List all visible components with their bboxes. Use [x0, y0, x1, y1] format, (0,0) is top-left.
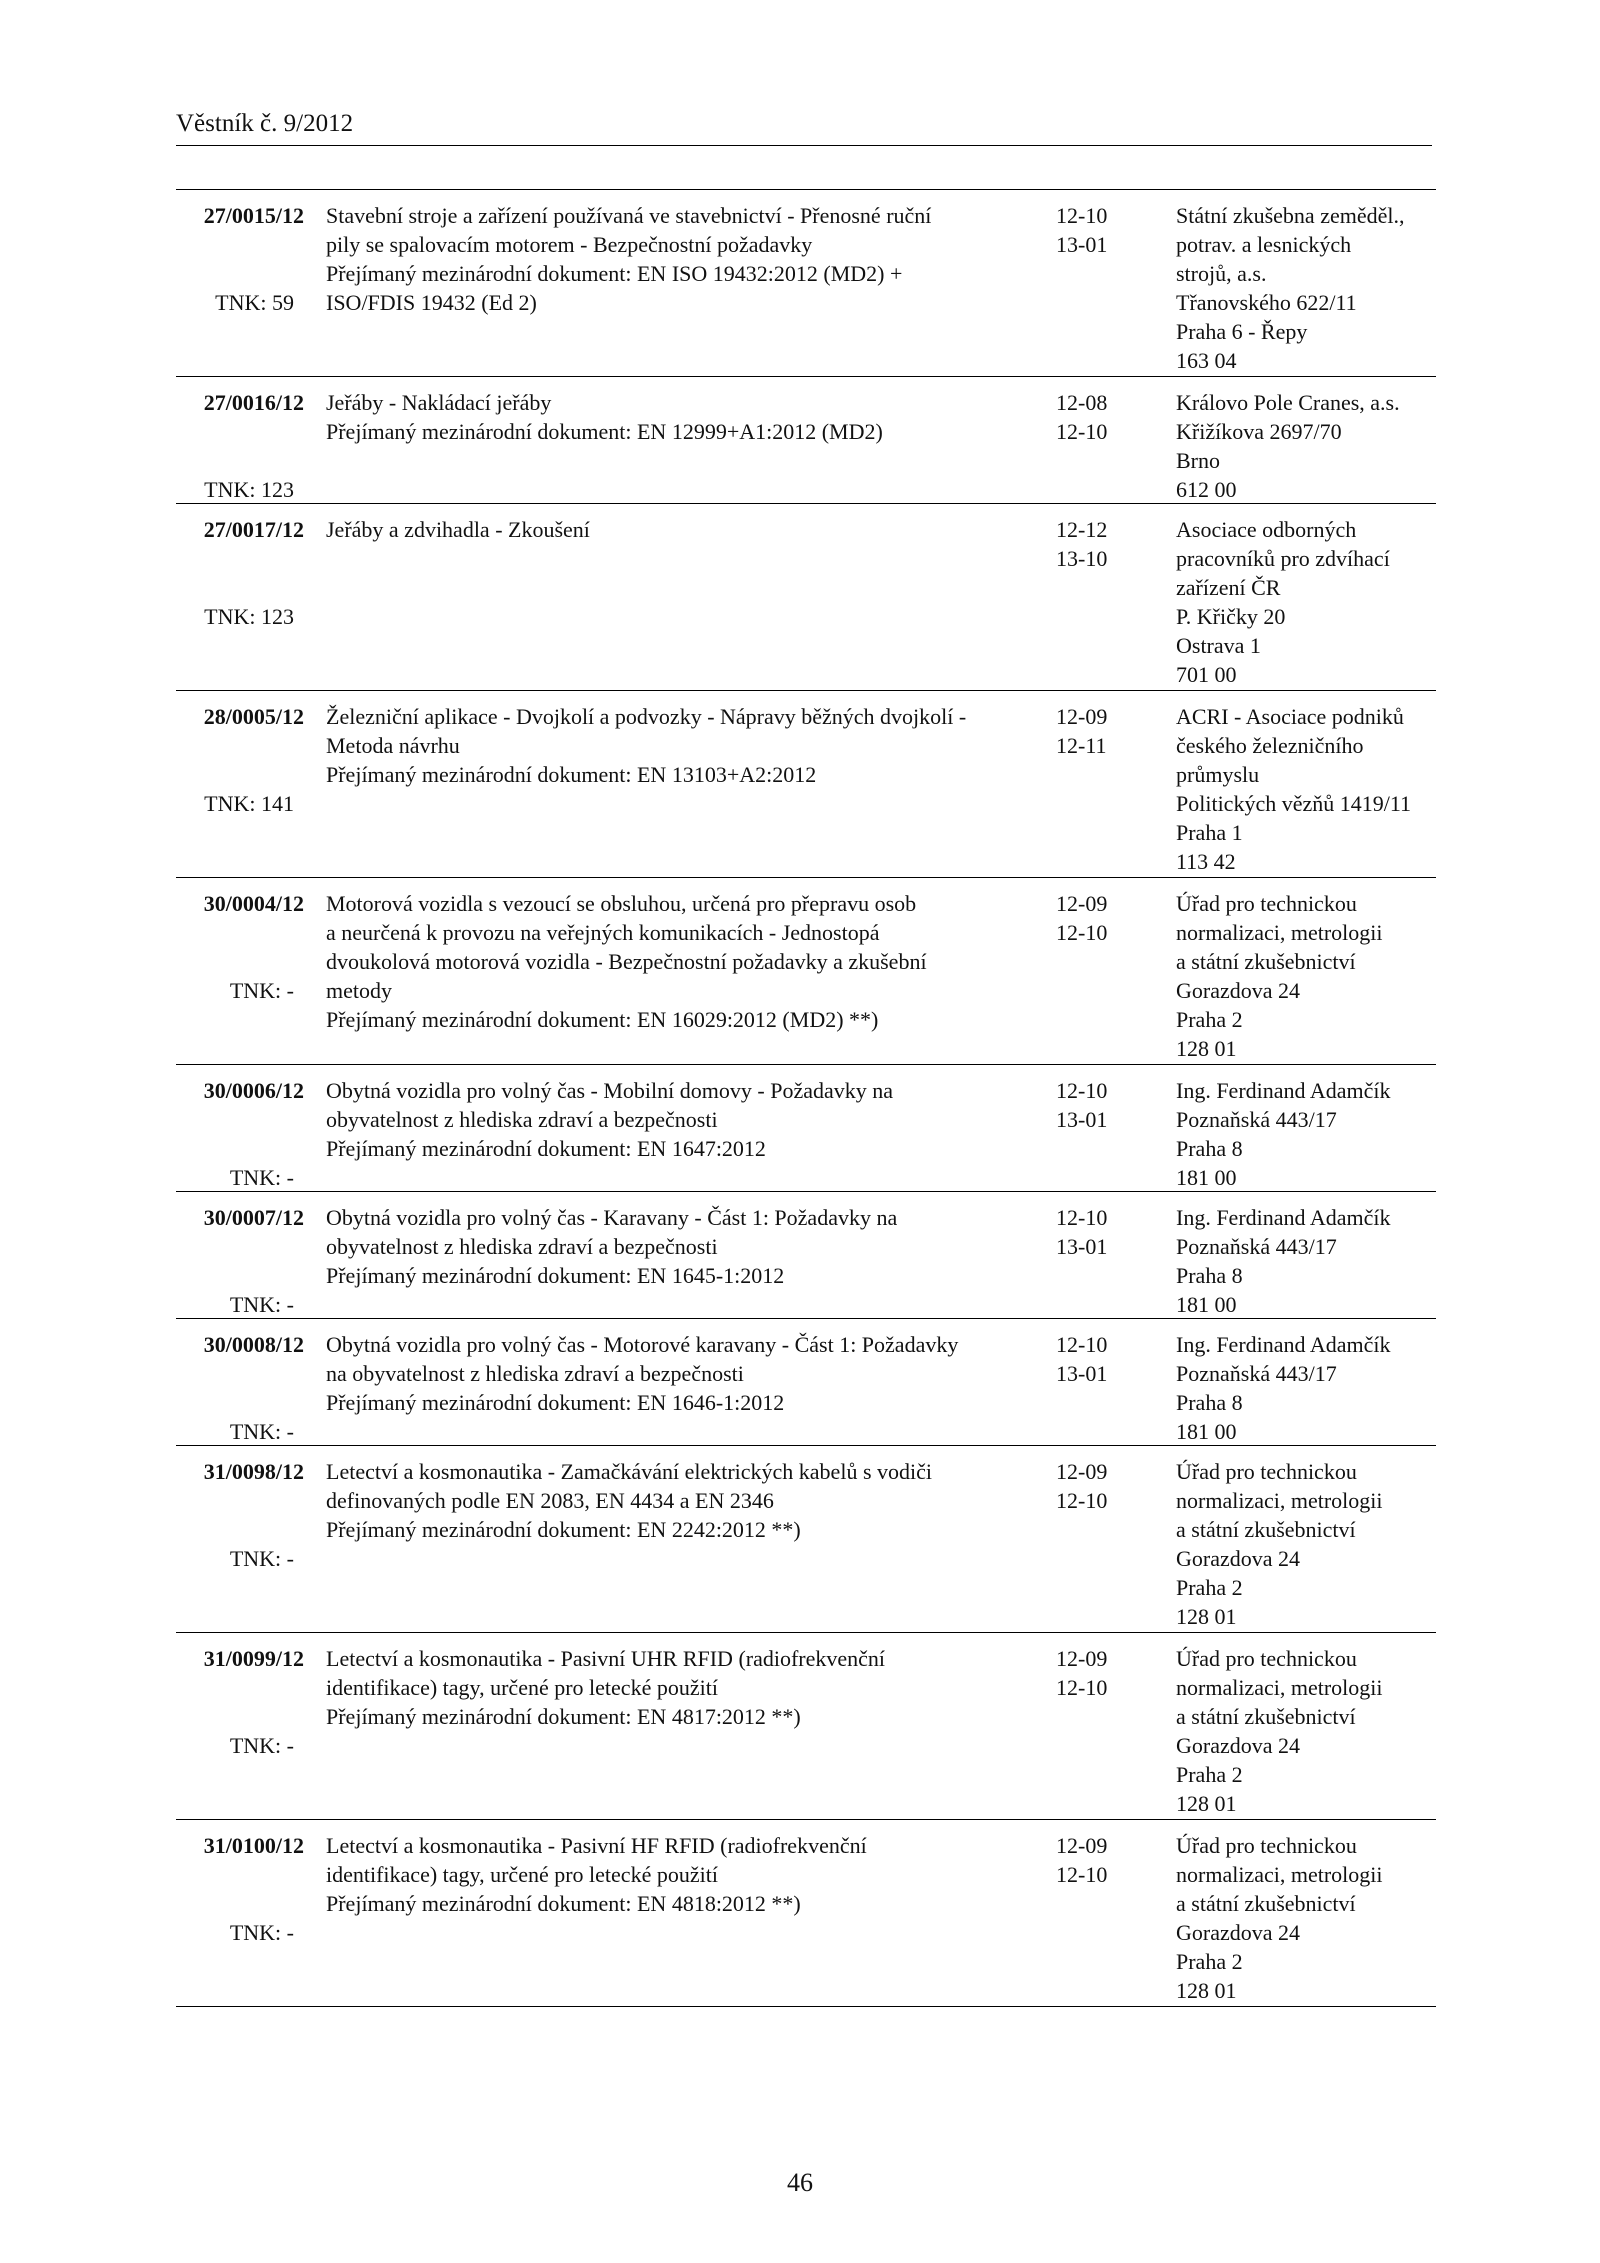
entry-dates	[1056, 515, 1146, 573]
entry-address-line: Úřad pro technickou	[1176, 1833, 1357, 1858]
entry-address-line: Praha 2	[1176, 1007, 1243, 1032]
entry-description-line: Metoda návrhu	[326, 733, 460, 758]
entry-description-line: Letectví a kosmonautika - Pasivní UHR RFID (radiofrekvenční	[326, 1646, 886, 1671]
entry-address	[1176, 1076, 1436, 1192]
entry-address	[1176, 1831, 1436, 2005]
entry-address	[1176, 1644, 1436, 1818]
entry-dates-line: 12-10	[1056, 1675, 1108, 1700]
entry-address-line: 128 01	[1176, 1036, 1237, 1061]
entry-description-line: Přejímaný mezinárodní dokument: EN 4817:2012 **)	[326, 1704, 801, 1729]
entry-address-line: Ing. Ferdinand Adamčík	[1176, 1078, 1391, 1103]
entry-dates-line: 12-10	[1056, 1862, 1108, 1887]
entry-description-line: obyvatelnost z hlediska zdraví a bezpečnosti	[326, 1107, 718, 1132]
page-header-title: Věstník č. 9/2012	[176, 110, 354, 137]
entry-tnk: TNK: -	[229, 1292, 294, 1317]
entry-dates-line: 12-08	[1056, 390, 1108, 415]
entry-dates-line: 12-09	[1056, 1833, 1108, 1858]
standard-entry	[176, 1064, 1436, 1191]
entry-address-line: 181 00	[1176, 1165, 1237, 1190]
entry-address-line: Úřad pro technickou	[1176, 891, 1357, 916]
entry-address	[1176, 201, 1436, 375]
standard-entry	[176, 1632, 1436, 1819]
entry-address-line: Královo Pole Cranes, a.s.	[1176, 390, 1400, 415]
entry-address-line: Politických vězňů 1419/11	[1176, 791, 1412, 816]
entry-address-line: českého železničního	[1176, 733, 1364, 758]
entry-address-line: Praha 2	[1176, 1949, 1243, 1974]
entry-address-line: P. Křičky 20	[1176, 604, 1286, 629]
entry-description-line: identifikace) tagy, určené pro letecké použití	[326, 1862, 718, 1887]
entry-address-line: Praha 1	[1176, 820, 1243, 845]
entry-dates-line: 12-10	[1056, 1205, 1108, 1230]
entry-address-line: Státní zkušebna zeměděl.,	[1176, 203, 1405, 228]
entry-address-line: Gorazdova 24	[1176, 1920, 1301, 1945]
entry-description	[326, 889, 927, 1034]
entry-code: 27/0017/12	[203, 517, 304, 542]
entry-address-line: Gorazdova 24	[1176, 978, 1301, 1003]
entry-address-line: Gorazdova 24	[1176, 1546, 1301, 1571]
entry-description-line: Obytná vozidla pro volný čas - Karavany - Část 1: Požadavky na	[326, 1205, 898, 1230]
entry-description	[326, 388, 906, 446]
entry-tnk: TNK: -	[229, 1165, 294, 1190]
entry-description-line: na obyvatelnost z hlediska zdraví a bezpečnosti	[326, 1361, 744, 1386]
entry-description	[326, 1203, 906, 1290]
entry-description-line: Jeřáby - Nakládací jeřáby	[326, 390, 552, 415]
entry-description-line: dvoukolová motorová vozidla - Bezpečnostní požadavky a zkušební	[326, 949, 927, 974]
entry-code: 31/0100/12	[203, 1833, 304, 1858]
entry-address-line: Poznaňská 443/17	[1176, 1107, 1337, 1132]
entry-address-line: Asociace odborných	[1176, 517, 1357, 542]
entry-dates-line: 12-09	[1056, 1459, 1108, 1484]
entry-address-line: a státní zkušebnictví	[1176, 1517, 1356, 1542]
entry-description	[326, 1457, 932, 1544]
entry-description-line: identifikace) tagy, určené pro letecké použití	[326, 1675, 718, 1700]
entry-description-line: obyvatelnost z hlediska zdraví a bezpečnosti	[326, 1234, 718, 1259]
entry-address-line: 701 00	[1176, 662, 1237, 687]
entry-description-line: Stavební stroje a zařízení používaná ve stavebnictví - Přenosné ruční	[326, 203, 932, 228]
entry-dates	[1056, 1203, 1146, 1261]
entry-address-line: 612 00	[1176, 477, 1237, 502]
entry-address-line: Brno	[1176, 448, 1220, 473]
entry-address	[1176, 702, 1436, 876]
entry-address-line: 128 01	[1176, 1791, 1237, 1816]
entry-address-line: Úřad pro technickou	[1176, 1646, 1357, 1671]
entry-dates-line: 12-10	[1056, 419, 1108, 444]
entry-description	[326, 1831, 906, 1918]
entry-description-line: Obytná vozidla pro volný čas - Mobilní domovy - Požadavky na	[326, 1078, 894, 1103]
standard-entry	[176, 877, 1436, 1064]
entry-address-line: potrav. a lesnických	[1176, 232, 1352, 257]
entry-description	[326, 201, 932, 317]
entry-description-line: Přejímaný mezinárodní dokument: EN 1646-1:2012	[326, 1390, 785, 1415]
standard-entry	[176, 376, 1436, 503]
entry-address	[1176, 1203, 1436, 1319]
entry-dates-line: 12-11	[1056, 733, 1107, 758]
entry-address	[1176, 515, 1436, 689]
entry-address-line: Úřad pro technickou	[1176, 1459, 1357, 1484]
entry-address-line: normalizaci, metrologii	[1176, 1675, 1383, 1700]
entry-address-line: Ing. Ferdinand Adamčík	[1176, 1205, 1391, 1230]
entry-description-line: Jeřáby a zdvihadla - Zkoušení	[326, 517, 590, 542]
entry-description	[326, 702, 967, 789]
entry-address-line: ACRI - Asociace podniků	[1176, 704, 1404, 729]
entry-tnk: TNK: 123	[204, 604, 294, 629]
entry-address	[1176, 388, 1436, 504]
entry-code: 30/0004/12	[203, 891, 304, 916]
standard-entry	[176, 1318, 1436, 1445]
entry-address-line: Ostrava 1	[1176, 633, 1261, 658]
entry-code: 30/0007/12	[203, 1205, 304, 1230]
entry-description-line: Letectví a kosmonautika - Pasivní HF RFID (radiofrekvenční	[326, 1833, 867, 1858]
entry-address-line: 181 00	[1176, 1419, 1237, 1444]
entry-address-line: Poznaňská 443/17	[1176, 1234, 1337, 1259]
entry-address-line: Křižíkova 2697/70	[1176, 419, 1342, 444]
entry-description-line: definovaných podle EN 2083, EN 4434 a EN 2346	[326, 1488, 774, 1513]
entry-code: 28/0005/12	[203, 704, 304, 729]
entry-description	[326, 1644, 906, 1731]
entry-code: 30/0006/12	[203, 1078, 304, 1103]
entry-dates	[1056, 889, 1146, 947]
entry-address-line: 128 01	[1176, 1978, 1237, 2003]
entry-address-line: Ing. Ferdinand Adamčík	[1176, 1332, 1391, 1357]
entry-dates	[1056, 1831, 1146, 1889]
entry-dates-line: 12-10	[1056, 1488, 1108, 1513]
entry-address-line: Praha 8	[1176, 1263, 1243, 1288]
entry-dates-line: 13-01	[1056, 232, 1108, 257]
entry-address-line: a státní zkušebnictví	[1176, 1704, 1356, 1729]
entry-address-line: normalizaci, metrologii	[1176, 1862, 1383, 1887]
standard-entry	[176, 503, 1436, 690]
standard-entry	[176, 690, 1436, 877]
entry-tnk: TNK: -	[229, 978, 294, 1003]
entry-code: 27/0016/12	[203, 390, 304, 415]
entry-description	[326, 1330, 959, 1417]
entry-dates-line: 12-09	[1056, 704, 1108, 729]
entry-dates	[1056, 1076, 1146, 1134]
entry-description-line: Přejímaný mezinárodní dokument: EN 1645-1:2012	[326, 1263, 785, 1288]
standard-entry	[176, 1819, 1436, 2007]
entry-address-line: a státní zkušebnictví	[1176, 949, 1356, 974]
standards-list	[176, 189, 1436, 2007]
entry-code: 31/0098/12	[203, 1459, 304, 1484]
entry-address-line: zařízení ČR	[1176, 575, 1281, 600]
entry-address-line: Gorazdova 24	[1176, 1733, 1301, 1758]
entry-code: 27/0015/12	[203, 203, 304, 228]
entry-description-line: Přejímaný mezinárodní dokument: EN ISO 19432:2012 (MD2) +	[326, 261, 903, 286]
entry-description-line: Přejímaný mezinárodní dokument: EN 4818:2012 **)	[326, 1891, 801, 1916]
standard-entry	[176, 189, 1436, 376]
entry-tnk: TNK: 59	[215, 290, 294, 315]
entry-address-line: Praha 2	[1176, 1575, 1243, 1600]
entry-description-line: a neurčená k provozu na veřejných komunikacích - Jednostopá	[326, 920, 880, 945]
standard-entry	[176, 1191, 1436, 1318]
entry-tnk: TNK: -	[229, 1419, 294, 1444]
entry-dates-line: 12-10	[1056, 1078, 1108, 1103]
entry-description	[326, 1076, 906, 1163]
header-rule	[176, 145, 1432, 146]
entry-dates-line: 12-12	[1056, 517, 1108, 542]
entry-dates-line: 12-09	[1056, 1646, 1108, 1671]
entry-description-line: ISO/FDIS 19432 (Ed 2)	[326, 290, 537, 315]
entry-dates-line: 13-01	[1056, 1107, 1108, 1132]
entry-description-line: Přejímaný mezinárodní dokument: EN 13103+A2:2012	[326, 762, 817, 787]
entry-address-line: 163 04	[1176, 348, 1237, 373]
entry-code: 30/0008/12	[203, 1332, 304, 1357]
entry-tnk: TNK: 141	[204, 791, 294, 816]
entry-description-line: metody	[326, 978, 392, 1003]
entry-tnk: TNK: -	[229, 1546, 294, 1571]
entry-address-line: Třanovského 622/11	[1176, 290, 1357, 315]
entry-dates-line: 13-01	[1056, 1234, 1108, 1259]
entry-address-line: pracovníků pro zdvíhací	[1176, 546, 1390, 571]
entry-dates	[1056, 1330, 1146, 1388]
entry-tnk: TNK: 123	[204, 477, 294, 502]
entry-dates	[1056, 702, 1146, 760]
entry-address	[1176, 1330, 1436, 1446]
entry-address-line: Praha 8	[1176, 1136, 1243, 1161]
entry-address	[1176, 889, 1436, 1063]
entry-tnk: TNK: -	[229, 1920, 294, 1945]
entry-address-line: Poznaňská 443/17	[1176, 1361, 1337, 1386]
entry-address	[1176, 1457, 1436, 1631]
entry-description-line: Letectví a kosmonautika - Zamačkávání elektrických kabelů s vodiči	[326, 1459, 932, 1484]
page-number: 46	[787, 2168, 813, 2197]
entry-description-line: Obytná vozidla pro volný čas - Motorové karavany - Část 1: Požadavky	[326, 1332, 959, 1357]
entry-address-line: 181 00	[1176, 1292, 1237, 1317]
entry-description-line: Motorová vozidla s vezoucí se obsluhou, určená pro přepravu osob	[326, 891, 917, 916]
entry-address-line: 113 42	[1176, 849, 1236, 874]
entry-dates	[1056, 388, 1146, 446]
entry-address-line: 128 01	[1176, 1604, 1237, 1629]
entry-dates-line: 12-09	[1056, 891, 1108, 916]
entry-address-line: normalizaci, metrologii	[1176, 920, 1383, 945]
entry-code: 31/0099/12	[203, 1646, 304, 1671]
entry-address-line: strojů, a.s.	[1176, 261, 1267, 286]
entry-description-line: pily se spalovacím motorem - Bezpečnostní požadavky	[326, 232, 813, 257]
entry-address-line: Praha 8	[1176, 1390, 1243, 1415]
entry-description-line: Přejímaný mezinárodní dokument: EN 1647:2012	[326, 1136, 766, 1161]
entry-dates-line: 12-10	[1056, 1332, 1108, 1357]
entry-description-line: Přejímaný mezinárodní dokument: EN 12999+A1:2012 (MD2)	[326, 419, 883, 444]
entry-description-line: Přejímaný mezinárodní dokument: EN 2242:2012 **)	[326, 1517, 801, 1542]
entry-address-line: průmyslu	[1176, 762, 1260, 787]
entry-description	[326, 515, 906, 544]
entry-dates-line: 12-10	[1056, 203, 1108, 228]
entry-dates	[1056, 1644, 1146, 1702]
entry-address-line: normalizaci, metrologii	[1176, 1488, 1383, 1513]
entry-address-line: a státní zkušebnictví	[1176, 1891, 1356, 1916]
entry-dates-line: 13-01	[1056, 1361, 1108, 1386]
entry-dates-line: 13-10	[1056, 546, 1108, 571]
entry-tnk: TNK: -	[229, 1733, 294, 1758]
entry-description-line: Železniční aplikace - Dvojkolí a podvozky - Nápravy běžných dvojkolí -	[326, 704, 967, 729]
entry-dates	[1056, 201, 1146, 259]
standard-entry	[176, 1445, 1436, 1632]
entry-address-line: Praha 6 - Řepy	[1176, 319, 1308, 344]
entry-dates-line: 12-10	[1056, 920, 1108, 945]
entry-address-line: Praha 2	[1176, 1762, 1243, 1787]
entry-dates	[1056, 1457, 1146, 1515]
entry-description-line: Přejímaný mezinárodní dokument: EN 16029:2012 (MD2) **)	[326, 1007, 879, 1032]
